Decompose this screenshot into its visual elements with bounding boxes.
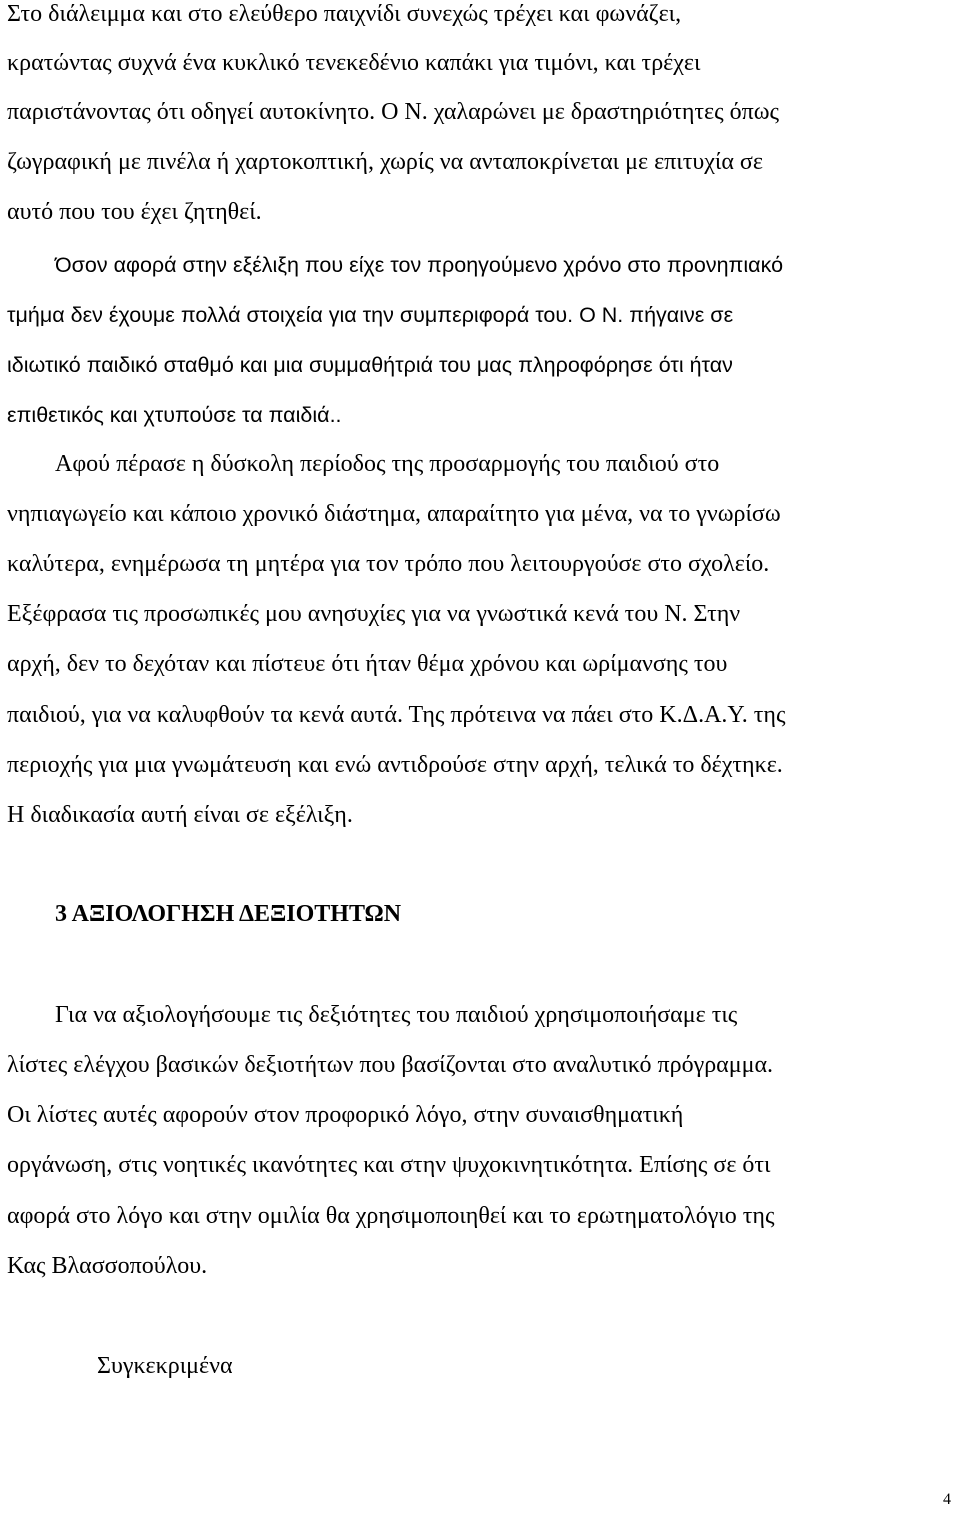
text-line: τμήμα δεν έχουμε πολλά στοιχεία για την συμπεριφορά του. Ο Ν. πήγαινε σε (7, 303, 734, 327)
text-line: παιδιού, για να καλυφθούν τα κενά αυτά. Της πρότεινα να πάει στο Κ.Δ.Α.Υ. της (7, 702, 786, 728)
text-line: Εξέφρασα τις προσωπικές μου ανησυχίες για να γνωστικά κενά του Ν. Στην (7, 601, 741, 627)
text-line: Στο διάλειμμα και στο ελεύθερο παιχνίδι συνεχώς τρέχει και φωνάζει, (7, 1, 682, 27)
text-line: λίστες ελέγχου βασικών δεξιοτήτων που βασίζονται στο αναλυτικό πρόγραμμα. (7, 1052, 774, 1078)
text-line: Αφού πέρασε η δύσκολη περίοδος της προσαρμογής του παιδιού στο (55, 451, 720, 477)
text-line: καλύτερα, ενημέρωσα τη μητέρα για τον τρόπο που λειτουργούσε στο σχολείο. (7, 551, 770, 577)
text-line: ζωγραφική με πινέλα ή χαρτοκοπτική, χωρίς να ανταποκρίνεται με επιτυχία σε (7, 149, 763, 175)
text-line: Συγκεκριμένα (97, 1353, 233, 1379)
text-line: Οι λίστες αυτές αφορούν στον προφορικό λόγο, στην συναισθηματική (7, 1102, 684, 1128)
text-line: οργάνωση, στις νοητικές ικανότητες και στην ψυχοκινητικότητα. Επίσης σε ότι (7, 1152, 771, 1178)
text-line: επιθετικός και χτυπούσε τα παιδιά.. (7, 403, 342, 427)
text-line: Για να αξιολογήσουμε τις δεξιότητες του παιδιού χρησιμοποιήσαμε τις (55, 1002, 738, 1028)
text-line: Η διαδικασία αυτή είναι σε εξέλιξη. (7, 802, 353, 828)
text-line: αρχή, δεν το δεχόταν και πίστευε ότι ήταν θέμα χρόνου και ωρίμανσης του (7, 651, 728, 677)
text-line: Όσον αφορά στην εξέλιξη που είχε τον προηγούμενο χρόνο στο προνηπιακό (55, 253, 784, 277)
text-line: αφορά στο λόγο και στην ομιλία θα χρησιμοποιηθεί και το ερωτηματολόγιο της (7, 1203, 775, 1229)
section-heading: 3 ΑΞΙΟΛΟΓΗΣΗ ΔΕΞΙΟΤΗΤΩΝ (55, 901, 402, 927)
text-line: Κας Βλασσοπούλου. (7, 1253, 208, 1279)
text-line: αυτό που του έχει ζητηθεί. (7, 199, 262, 225)
text-line: παριστάνοντας ότι οδηγεί αυτοκίνητο. Ο Ν. χαλαρώνει με δραστηριότητες όπως (7, 99, 780, 125)
text-line: νηπιαγωγείο και κάποιο χρονικό διάστημα, απαραίτητο για μένα, να το γνωρίσω (7, 501, 781, 527)
text-line: ιδιωτικό παιδικό σταθμό και μια συμμαθήτριά του μας πληροφόρησε ότι ήταν (7, 353, 733, 377)
text-line: κρατώντας συχνά ένα κυκλικό τενεκεδένιο καπάκι για τιμόνι, και τρέχει (7, 50, 701, 76)
page-number: 4 (943, 1491, 951, 1508)
text-line: περιοχής για μια γνωμάτευση και ενώ αντιδρούσε στην αρχή, τελικά το δέχτηκε. (7, 752, 783, 778)
